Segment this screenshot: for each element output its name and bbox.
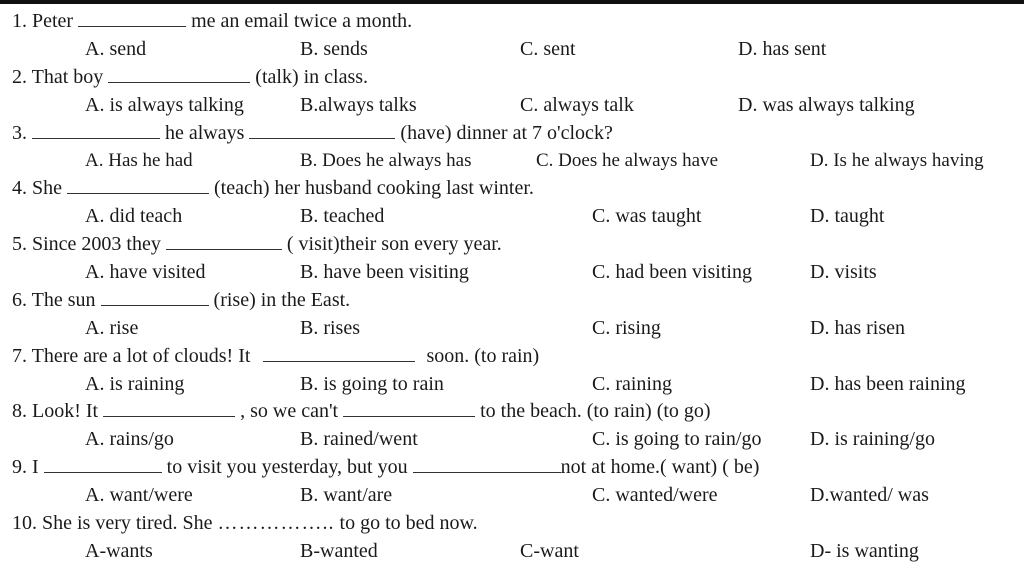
question-number: 9. — [12, 456, 27, 478]
question-text: to visit you yesterday, but you — [166, 456, 408, 478]
question-text: (have) dinner at 7 o'clock? — [400, 122, 613, 144]
question-text: She is very tired. She — [42, 512, 213, 534]
option-d[interactable]: D. has been raining — [810, 373, 966, 395]
option-c[interactable]: C. sent — [520, 38, 576, 60]
option-c[interactable]: C. had been visiting — [592, 261, 752, 283]
option-a[interactable]: A. is always talking — [85, 94, 244, 116]
question-2 — [12, 65, 368, 89]
question-text: ( visit)their son every year. — [286, 233, 502, 255]
question-6 — [12, 288, 350, 312]
question-7 — [12, 344, 539, 368]
question-number: 1. — [12, 10, 27, 32]
question-text: (talk) in class. — [255, 66, 369, 88]
question-text: She — [32, 177, 62, 199]
question-number: 5. — [12, 233, 27, 255]
option-b[interactable]: B. Does he always has — [300, 150, 472, 171]
question-number: 4. — [12, 177, 27, 199]
question-number: 6. — [12, 289, 27, 311]
answer-blank[interactable] — [67, 177, 209, 194]
option-a[interactable]: A. is raining — [85, 373, 185, 395]
question-text: to the beach. (to rain) (to go) — [480, 400, 711, 422]
question-text: me an email twice a month. — [191, 10, 413, 32]
question-text: Peter — [32, 10, 74, 32]
option-a[interactable]: A-wants — [85, 540, 153, 562]
option-a[interactable]: A. have visited — [85, 261, 206, 283]
answer-blank[interactable] — [166, 233, 282, 250]
cut-off-next-line — [0, 566, 1024, 573]
question-text: The sun — [31, 289, 96, 311]
option-b[interactable]: B. is going to rain — [300, 373, 444, 395]
answer-dots[interactable]: …………….. — [217, 512, 335, 534]
option-a[interactable]: A. did teach — [85, 205, 183, 227]
option-c[interactable]: C. always talk — [520, 94, 634, 116]
question-5 — [12, 232, 502, 256]
question-text: not at home.( want) ( be) — [560, 456, 760, 478]
option-c[interactable]: C. raining — [592, 373, 672, 395]
question-text: to go to bed now. — [339, 512, 478, 534]
option-d[interactable]: D. Is he always having — [810, 150, 984, 171]
option-c[interactable]: C. rising — [592, 317, 661, 339]
option-c[interactable]: C. is going to rain/go — [592, 428, 762, 450]
option-c[interactable]: C. wanted/were — [592, 484, 718, 506]
option-c[interactable]: C-want — [520, 540, 579, 562]
option-c[interactable]: C. Does he always have — [536, 150, 719, 171]
option-a[interactable]: A. rise — [85, 317, 139, 339]
question-number: 2. — [12, 66, 27, 88]
question-number: 7. — [12, 345, 27, 367]
option-b[interactable]: B. rises — [300, 317, 360, 339]
question-text: I — [32, 456, 39, 478]
answer-blank[interactable] — [343, 400, 475, 417]
question-text: There are a lot of clouds! It — [31, 345, 251, 367]
answer-blank[interactable] — [44, 456, 162, 473]
option-b[interactable]: B. rained/went — [300, 428, 418, 450]
question-number: 8. — [12, 400, 27, 422]
question-text: (rise) in the East. — [213, 289, 351, 311]
question-text: (teach) her husband cooking last winter. — [214, 177, 534, 199]
option-b[interactable]: B.always talks — [300, 94, 417, 116]
question-text: , so we can't — [240, 400, 339, 422]
option-b[interactable]: B. have been visiting — [300, 261, 469, 283]
answer-blank[interactable] — [78, 10, 186, 27]
option-d[interactable]: D. was always talking — [738, 94, 915, 116]
option-d[interactable]: D. has sent — [738, 38, 827, 60]
answer-blank[interactable] — [249, 122, 395, 139]
answer-blank[interactable] — [103, 400, 235, 417]
option-b[interactable]: B. sends — [300, 38, 368, 60]
answer-blank[interactable] — [108, 66, 250, 83]
option-c[interactable]: C. was taught — [592, 205, 702, 227]
option-d[interactable]: D. visits — [810, 261, 877, 283]
option-a[interactable]: A. send — [85, 38, 147, 60]
question-text: Since 2003 they — [32, 233, 161, 255]
question-text: soon. (to rain) — [426, 345, 540, 367]
option-a[interactable]: A. Has he had — [85, 150, 193, 171]
option-d[interactable]: D. has risen — [810, 317, 905, 339]
option-d[interactable]: D- is wanting — [810, 540, 919, 562]
answer-blank[interactable] — [263, 345, 415, 362]
question-10 — [12, 511, 478, 535]
question-number: 3. — [12, 122, 27, 144]
option-a[interactable]: A. rains/go — [85, 428, 174, 450]
option-b[interactable]: B. teached — [300, 205, 385, 227]
answer-blank[interactable] — [101, 289, 209, 306]
top-border — [0, 0, 1024, 4]
option-d[interactable]: D. taught — [810, 205, 885, 227]
question-4 — [12, 176, 534, 200]
question-text: he always — [165, 122, 245, 144]
option-b[interactable]: B-wanted — [300, 540, 378, 562]
question-text: Look! It — [32, 400, 99, 422]
answer-blank[interactable] — [413, 456, 561, 473]
option-a[interactable]: A. want/were — [85, 484, 193, 506]
option-b[interactable]: B. want/are — [300, 484, 393, 506]
question-1 — [12, 9, 412, 33]
question-8 — [12, 399, 711, 423]
question-3 — [12, 121, 613, 145]
question-text: That boy — [31, 66, 104, 88]
option-d[interactable]: D.wanted/ was — [810, 484, 929, 506]
question-9 — [12, 455, 759, 479]
answer-blank[interactable] — [32, 122, 160, 139]
option-d[interactable]: D. is raining/go — [810, 428, 935, 450]
question-number: 10. — [12, 512, 37, 534]
